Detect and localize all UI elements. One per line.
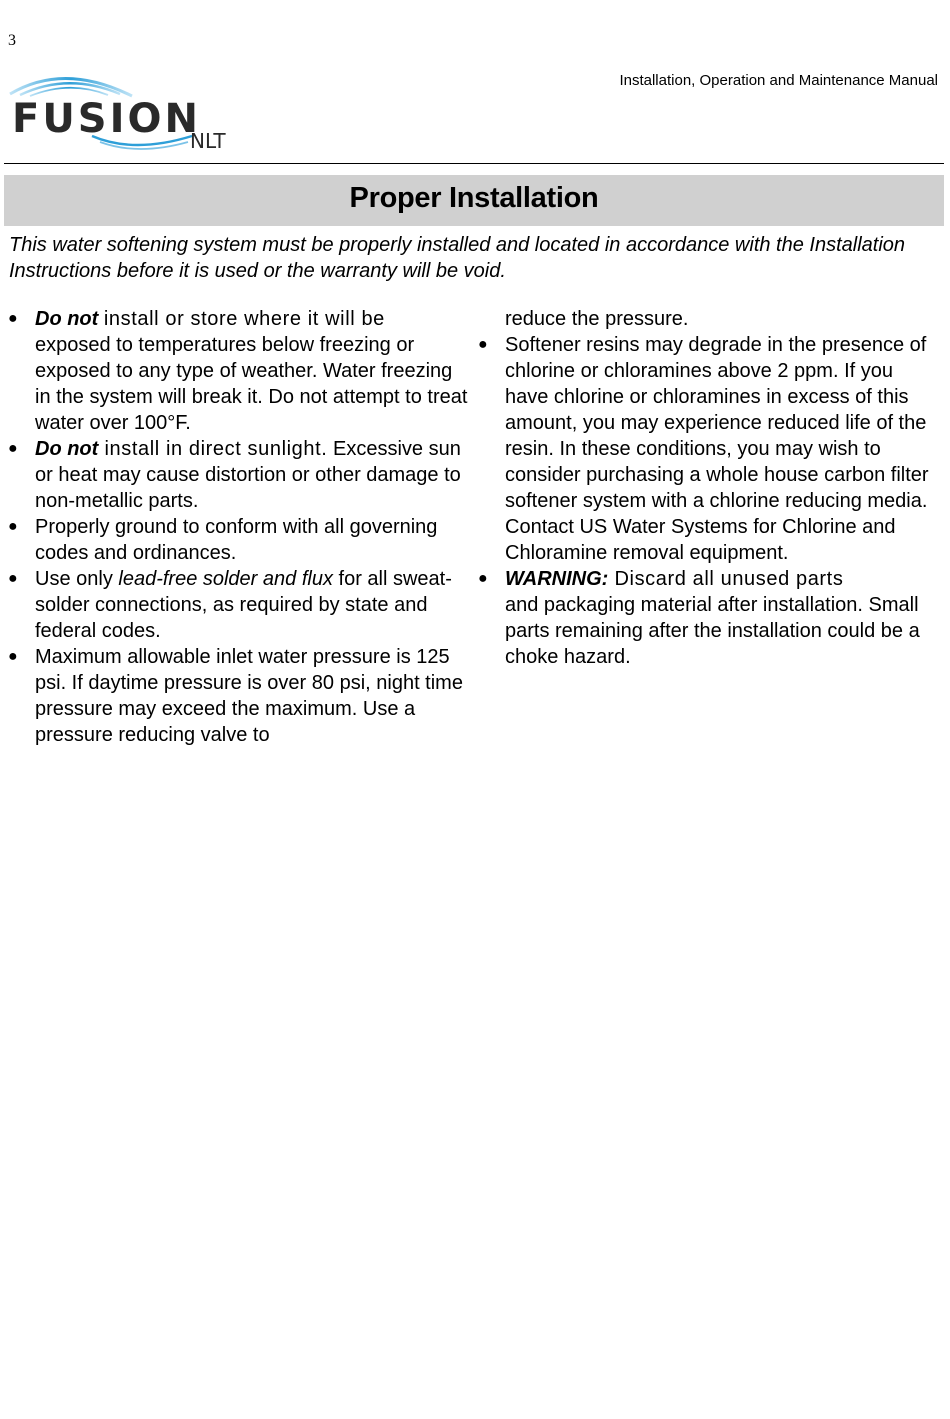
bullet-icon: ● bbox=[8, 310, 18, 327]
left-column bbox=[0, 306, 470, 748]
fusion-nlt-logo bbox=[4, 68, 242, 160]
bullet-icon: ● bbox=[8, 570, 18, 587]
bullet-text: Maximum allowable inlet water pressure is 125 psi. If daytime pressure is over 80 psi, night time pressure may exceed the maximum. Use a pressure reducing valve to bbox=[35, 646, 463, 746]
section-title: Proper Installation bbox=[349, 182, 599, 214]
bullet-text: Excessive sun or heat may cause distortion or other damage to non-metallic parts. bbox=[35, 438, 461, 512]
bullet-item bbox=[0, 514, 470, 566]
bullet-item bbox=[0, 436, 470, 514]
bullet-text: exposed to temperatures below freezing or exposed to any type of weather. Water freezing in the system will break it. Do not attempt to treat water over 100°F. bbox=[35, 334, 468, 434]
intro-paragraph: This water softening system must be properly installed and located in accordance with the Installation Instructions before it is used or the warranty will be void. bbox=[9, 234, 906, 282]
bullet-text: install in direct sunlight. bbox=[98, 438, 328, 460]
bullet-icon: ● bbox=[8, 440, 18, 457]
bullet-text: Discard all unused parts bbox=[608, 568, 844, 590]
logo-subtext: NLT bbox=[190, 129, 226, 153]
bullet-text: install or store where it will be bbox=[103, 308, 385, 330]
bold-lead: Do not bbox=[35, 438, 99, 460]
warning-label: WARNING: bbox=[505, 568, 609, 590]
header-rule bbox=[4, 163, 944, 164]
bullet-icon: ● bbox=[478, 336, 488, 353]
logo-text: FUSION bbox=[12, 96, 201, 142]
bullet-item bbox=[0, 566, 470, 644]
bullet-text: and packaging material after installation. Small parts remaining after the installation could be a choke hazard. bbox=[505, 594, 920, 668]
bullet-item bbox=[0, 644, 470, 748]
bullet-text: Use only bbox=[35, 568, 119, 590]
bullet-icon: ● bbox=[8, 648, 18, 665]
bullet-text: for all sweat-solder connections, as required by state and federal codes. bbox=[35, 568, 452, 642]
manual-title: Installation, Operation and Maintenance Manual bbox=[619, 72, 938, 89]
bullet-icon: ● bbox=[478, 570, 488, 587]
bullet-text: Softener resins may degrade in the presence of chlorine or chloramines above 2 ppm. If you have chlorine or chloramines in excess of this amount, you may experience reduced life of the resin. In these conditions, you may wish to consider purchasing a whole house carbon filter softener system with a chlorine reducing media. Contact US Water Systems for Chlorine and Chloramine removal equipment. bbox=[505, 334, 929, 564]
bullet-item bbox=[470, 566, 940, 670]
section-title-bar bbox=[4, 175, 944, 226]
right-column bbox=[470, 306, 940, 670]
continued-text: reduce the pressure. bbox=[505, 308, 689, 330]
page-number: 3 bbox=[8, 32, 16, 49]
bullet-item bbox=[470, 332, 940, 566]
bullet-text: Properly ground to conform with all governing codes and ordinances. bbox=[35, 516, 438, 564]
bullet-item bbox=[0, 306, 470, 436]
italic-emphasis: lead-free solder and flux bbox=[118, 568, 333, 590]
bold-lead: Do not bbox=[35, 308, 104, 330]
bullet-icon: ● bbox=[8, 518, 18, 535]
